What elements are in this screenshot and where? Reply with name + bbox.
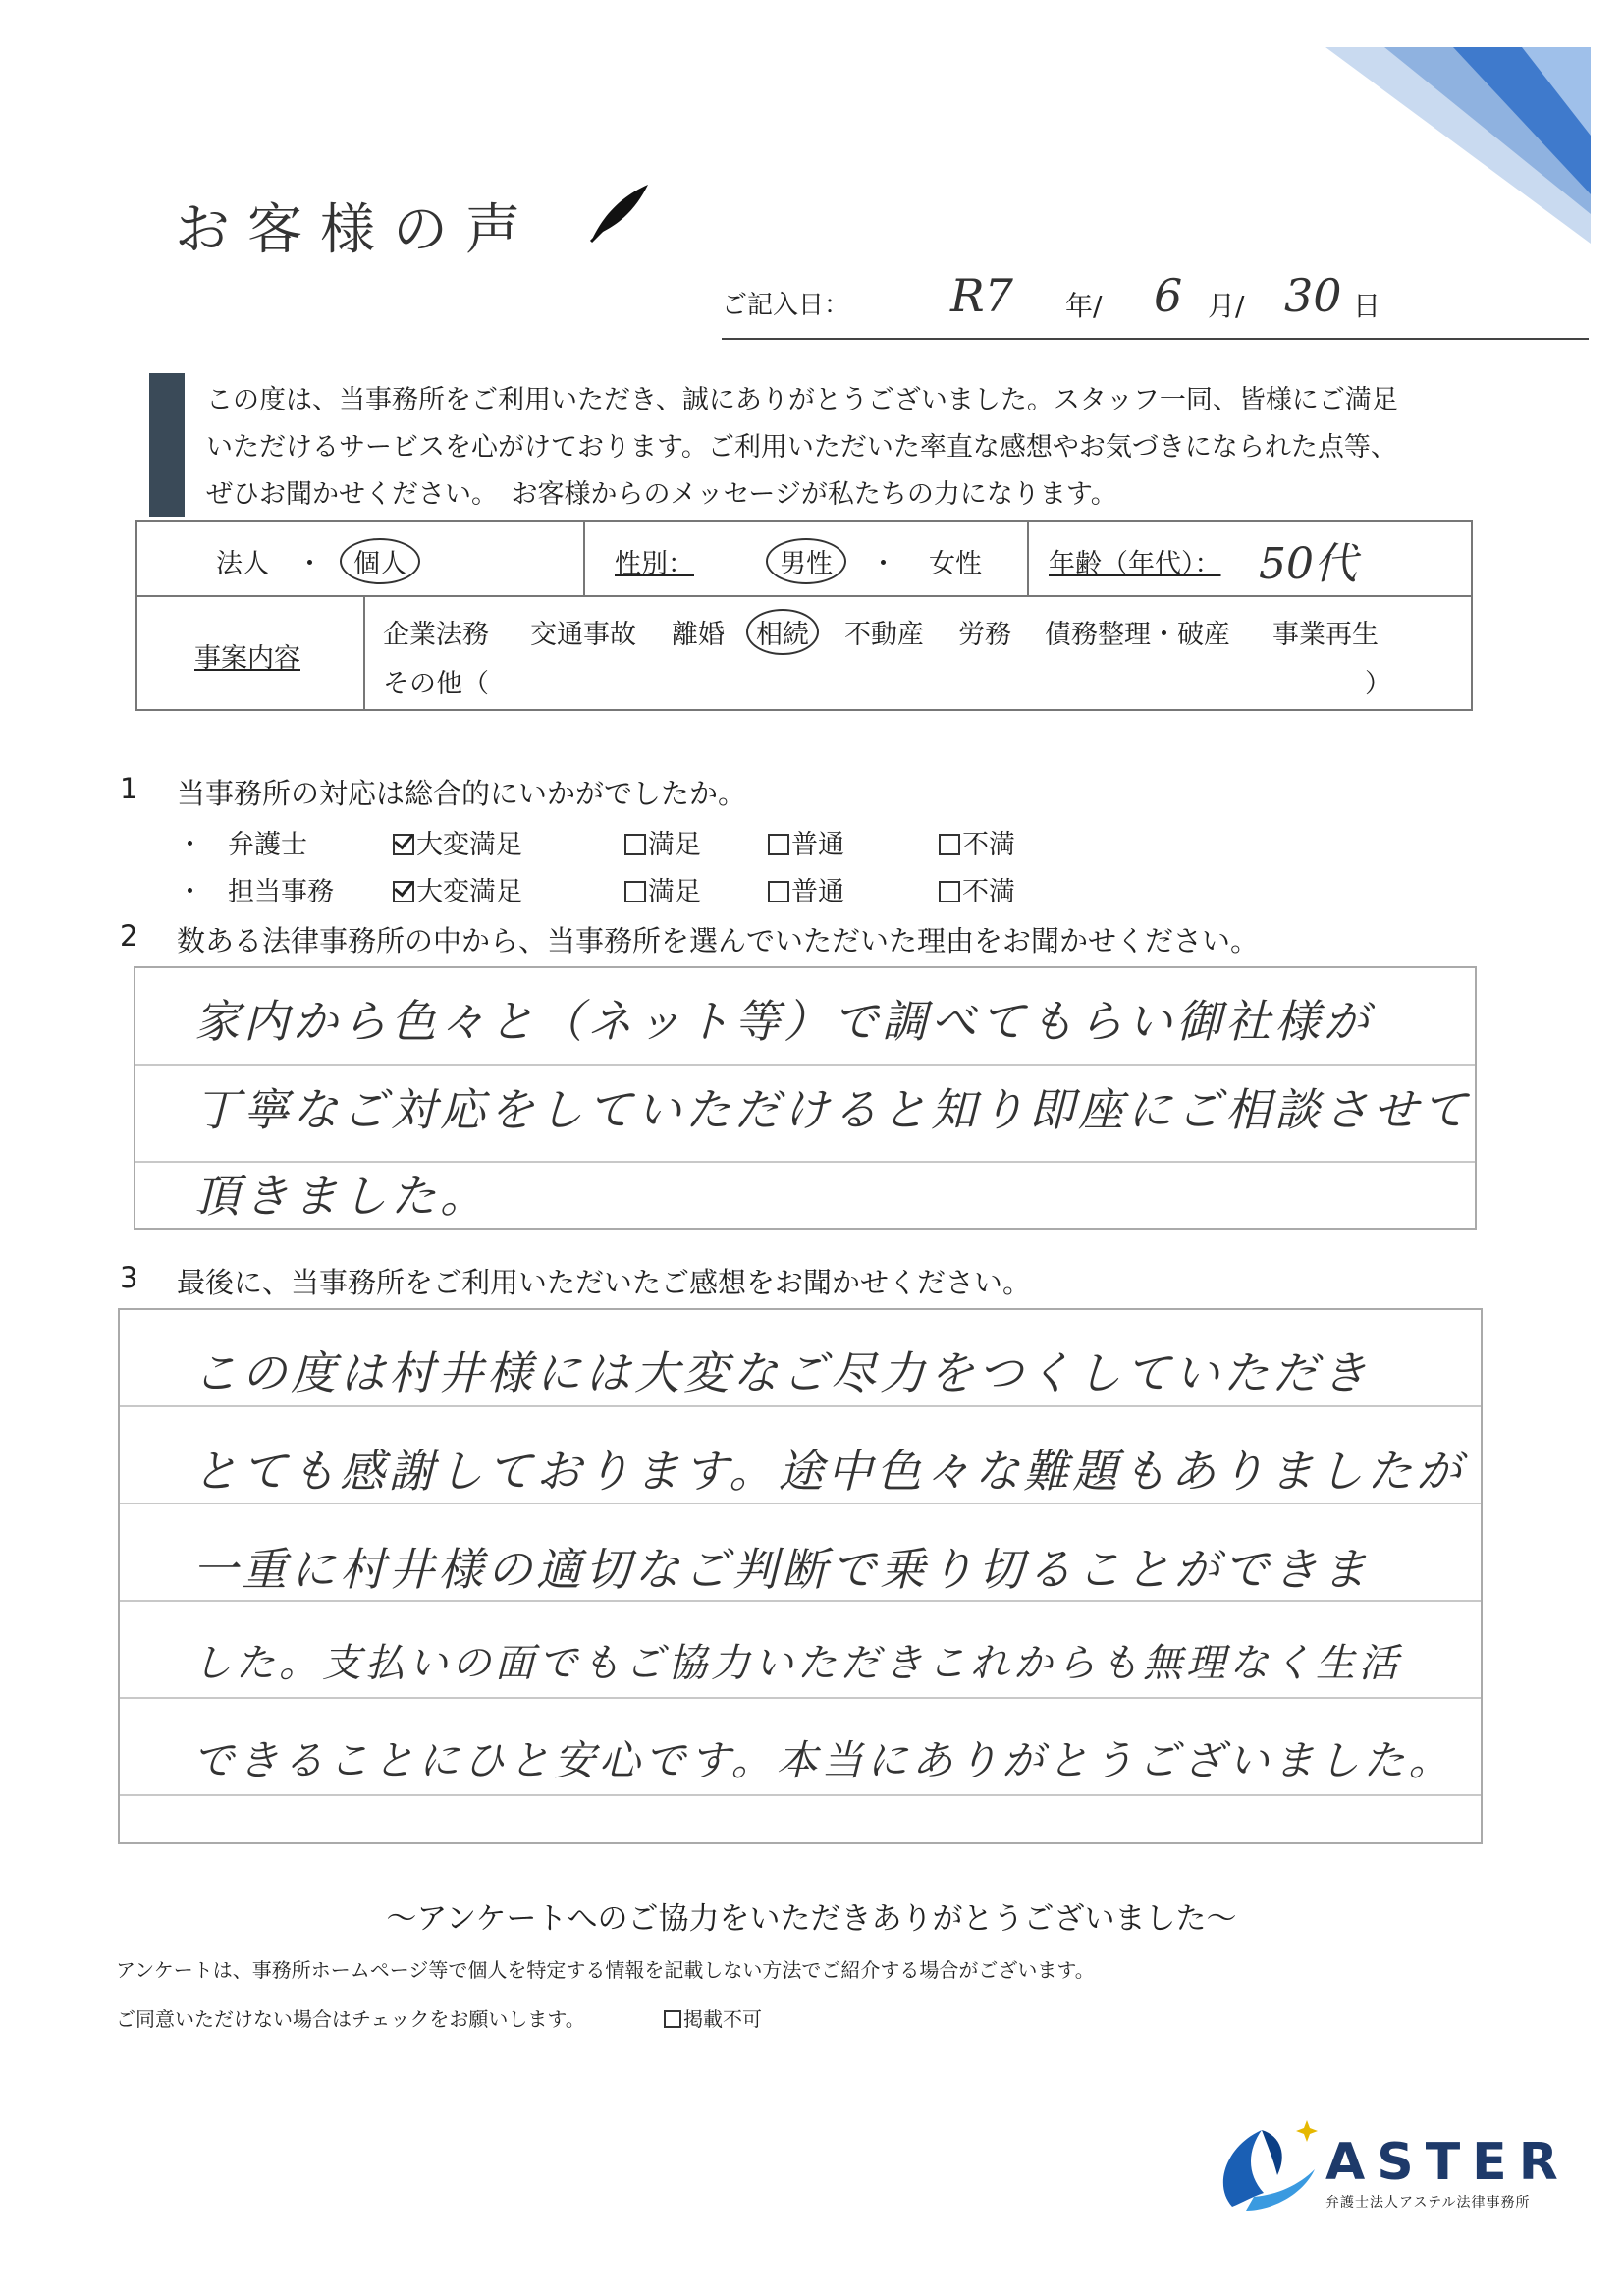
case-type-traffic: 交通事故: [530, 620, 636, 650]
q2-number: 2: [120, 919, 138, 953]
day-unit: 日: [1353, 290, 1381, 322]
case-type-corporate: 企業法務: [383, 620, 489, 650]
checkbox-icon: [624, 881, 646, 902]
checkbox-checked-icon: [393, 881, 414, 902]
checkbox-icon: [664, 2010, 681, 2028]
month-unit: 月/: [1208, 290, 1245, 322]
logo-name: ASTER: [1325, 2133, 1570, 2192]
case-separator: [363, 595, 365, 709]
logo-subtitle: 弁護士法人アステル法律事務所: [1325, 2195, 1531, 2211]
checkbox-checked-icon: [393, 834, 414, 855]
quill-icon: [587, 181, 652, 246]
q3-number: 3: [120, 1261, 138, 1294]
date-year: R7: [950, 269, 1013, 322]
aster-logo-icon: [1213, 2116, 1321, 2214]
case-type-divorce: 離婚: [672, 620, 725, 650]
q1-lawyer-opt-very[interactable]: 大変満足: [393, 823, 522, 861]
age-label: 年齢（年代）：: [1049, 549, 1221, 579]
q3-answer-line-5: できることにひと安心です。本当にありがとうございました。: [192, 1736, 1454, 1784]
q1-lawyer-label: 弁護士: [228, 830, 307, 860]
q3-answer-line-1: この度は村井様には大変なご尽力をつくしていただき: [192, 1346, 1371, 1399]
intro-text: [206, 377, 1522, 519]
q1-staff-bullet: ・: [177, 877, 203, 907]
case-other-close: ）: [1365, 669, 1391, 699]
individual-option: 個人: [340, 538, 420, 584]
q1-lawyer-bullet: ・: [177, 830, 203, 860]
date-label: ご記入日：: [722, 291, 850, 320]
case-type-debt: 債務整理・破産: [1045, 620, 1230, 650]
q3-answer-box: [118, 1308, 1483, 1844]
q2-answer-line-3: 頂きました。: [194, 1170, 489, 1223]
checkbox-icon: [939, 881, 960, 902]
corner-decoration: [1325, 47, 1591, 244]
thanks-message: ～アンケートへのご協力をいただきありがとうございました～: [386, 1901, 1237, 1937]
q3-text: 最後に、当事務所をご利用いただいたご感想をお聞かせください。: [177, 1266, 1032, 1299]
info-row-1: [137, 522, 1471, 597]
q2-answer-box: [134, 966, 1477, 1230]
case-type-revitalization: 事業再生: [1272, 620, 1379, 650]
q1-staff-opt-dissatisfied[interactable]: 不満: [939, 870, 1015, 908]
corp-dot: ・: [297, 549, 323, 579]
info-table: [135, 520, 1473, 711]
date-day: 30: [1284, 269, 1342, 322]
q2-text: 数ある法律事務所の中から、当事務所を選んでいただいた理由をお聞かせください。: [177, 924, 1260, 957]
consent-note: ご同意いただけない場合はチェックをお願いします。: [116, 2007, 585, 2031]
checkbox-icon: [939, 834, 960, 855]
female-option: 女性: [929, 549, 982, 579]
page-title: お客様の声: [175, 198, 538, 262]
checkbox-icon: [624, 834, 646, 855]
case-type-labor: 労務: [958, 620, 1011, 650]
intro-accent-bar: [149, 373, 185, 517]
case-label: 事案内容: [194, 643, 300, 674]
intro-line-1: この度は、当事務所をご利用いただき、誠にありがとうございました。スタッフ一同、皆様にご満足: [206, 385, 1398, 415]
q3-answer-line-2: とても感謝しております。途中色々な難題もありましたが: [192, 1445, 1466, 1498]
q2-answer-line-2: 丁寧なご対応をしていただけると知り即座にご相談させて: [194, 1083, 1471, 1136]
q3-answer-line-4: した。支払いの面でもご協力いただきこれからも無理なく生活: [192, 1641, 1402, 1686]
publication-note: アンケートは、事務所ホームページ等で個人を特定する情報を記載しない方法でご紹介する場合がございます。: [116, 1958, 1095, 1982]
corp-option: 法人: [216, 549, 269, 579]
case-type-inheritance: 相続: [746, 609, 819, 655]
gender-label: 性別：: [615, 549, 694, 579]
q1-staff-opt-normal[interactable]: 普通: [768, 870, 844, 908]
q1-staff-label: 担当事務: [228, 877, 334, 907]
age-value: 50代: [1259, 539, 1357, 589]
no-publish-checkbox[interactable]: 掲載不可: [664, 2003, 762, 2032]
male-option: 男性: [766, 538, 846, 584]
date-month: 6: [1154, 269, 1183, 322]
q1-number: 1: [120, 772, 138, 805]
q1-text: 当事務所の対応は総合的にいかがでしたか。: [177, 777, 747, 810]
q1-lawyer-opt-dissatisfied[interactable]: 不満: [939, 823, 1015, 861]
q1-lawyer-opt-satisfied[interactable]: 満足: [624, 823, 701, 861]
checkbox-icon: [768, 881, 789, 902]
intro-line-2: いただけるサービスを心がけております。ご利用いただいた率直な感想やお気づきになられた点等、: [206, 432, 1397, 463]
case-type-real-estate: 不動産: [844, 620, 924, 650]
gender-dot: ・: [870, 549, 896, 579]
q3-answer-line-3: 一重に村井様の適切なご判断で乗り切ることができま: [192, 1543, 1371, 1596]
checkbox-icon: [768, 834, 789, 855]
intro-line-3: ぜひお聞かせください。 お客様からのメッセージが私たちの力になります。: [206, 479, 1117, 510]
q1-staff-opt-satisfied[interactable]: 満足: [624, 870, 701, 908]
q2-answer-line-1: 家内から色々と（ネット等）で調べてもらい御社様が: [194, 995, 1373, 1048]
q1-staff-opt-very[interactable]: 大変満足: [393, 870, 522, 908]
q1-lawyer-opt-normal[interactable]: 普通: [768, 823, 844, 861]
case-other-label: その他（: [383, 669, 489, 699]
year-unit: 年/: [1065, 290, 1103, 322]
